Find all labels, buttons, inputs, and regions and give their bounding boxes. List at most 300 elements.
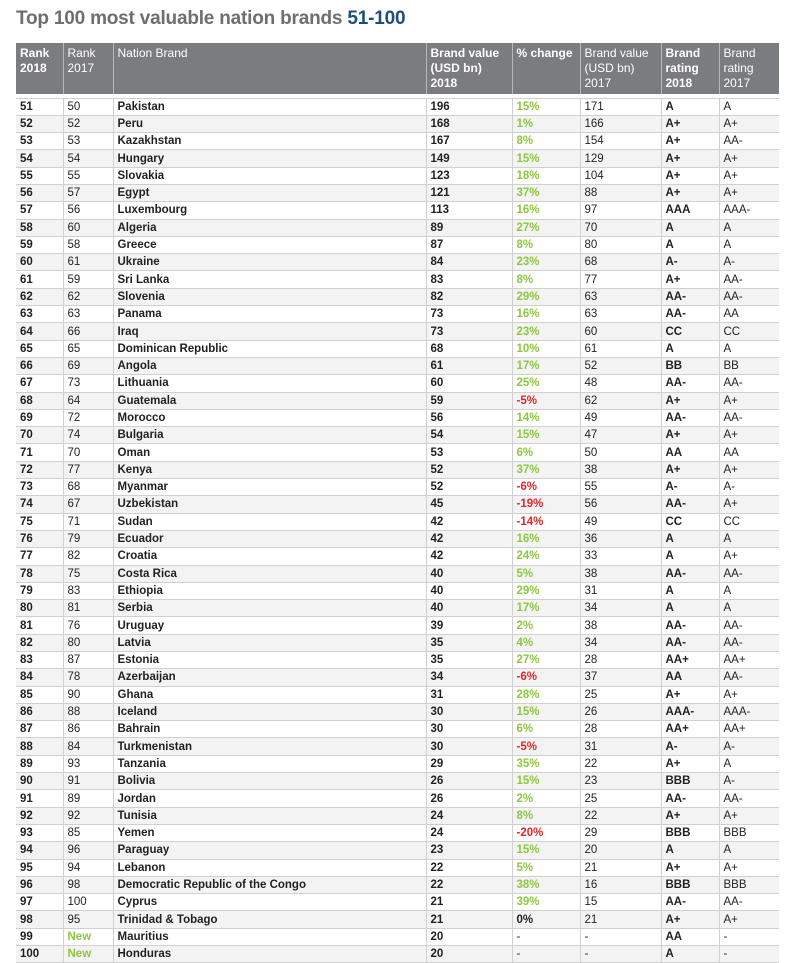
cell-brand-rating-2017: AA- — [719, 565, 779, 582]
cell-nation-brand: Bahrain — [113, 721, 426, 738]
cell-brand-value-2017: 20 — [580, 842, 661, 859]
cell-brand-value-2018: 60 — [426, 375, 512, 392]
cell-rank-2017: 61 — [63, 254, 113, 271]
cell-brand-rating-2017: A+ — [719, 548, 779, 565]
cell-brand-value-2017: 49 — [580, 513, 661, 530]
cell-brand-value-2017: 28 — [580, 652, 661, 669]
cell-brand-rating-2018: AA+ — [661, 721, 719, 738]
cell-percent-change: - — [512, 928, 580, 945]
cell-nation-brand: Ecuador — [113, 530, 426, 547]
table-row — [16, 219, 779, 236]
cell-rank-2017: 91 — [63, 773, 113, 790]
cell-rank-2017: 62 — [63, 288, 113, 305]
cell-brand-rating-2017: A+ — [719, 427, 779, 444]
cell-rank-2018: 83 — [16, 652, 63, 669]
cell-brand-rating-2018: AA- — [661, 565, 719, 582]
cell-nation-brand: Tunisia — [113, 807, 426, 824]
cell-brand-value-2017: 28 — [580, 721, 661, 738]
table-row — [16, 409, 779, 426]
cell-nation-brand: Luxembourg — [113, 202, 426, 219]
cell-percent-change: 0% — [512, 911, 580, 928]
cell-rank-2018: 57 — [16, 202, 63, 219]
cell-nation-brand: Iceland — [113, 703, 426, 720]
cell-rank-2017: New — [63, 946, 113, 963]
cell-brand-value-2017: 25 — [580, 686, 661, 703]
cell-brand-value-2018: 40 — [426, 582, 512, 599]
cell-brand-rating-2018: A — [661, 548, 719, 565]
cell-brand-value-2017: 61 — [580, 340, 661, 357]
cell-rank-2017: 70 — [63, 444, 113, 461]
table-row — [16, 306, 779, 323]
cell-brand-value-2017: 171 — [580, 98, 661, 115]
cell-nation-brand: Bolivia — [113, 773, 426, 790]
cell-rank-2018: 59 — [16, 236, 63, 253]
cell-brand-value-2018: 30 — [426, 703, 512, 720]
cell-brand-rating-2017: A — [719, 340, 779, 357]
cell-percent-change: 37% — [512, 184, 580, 201]
table-row — [16, 530, 779, 547]
cell-brand-value-2018: 73 — [426, 323, 512, 340]
cell-brand-rating-2017: A — [719, 600, 779, 617]
cell-brand-rating-2018: AA- — [661, 409, 719, 426]
cell-percent-change: 15% — [512, 427, 580, 444]
cell-rank-2017: 84 — [63, 738, 113, 755]
cell-brand-rating-2017: AA- — [719, 271, 779, 288]
table-row — [16, 167, 779, 184]
cell-brand-rating-2018: A — [661, 236, 719, 253]
cell-percent-change: 10% — [512, 340, 580, 357]
cell-brand-rating-2018: BB — [661, 357, 719, 374]
table-row — [16, 634, 779, 651]
cell-rank-2017: 94 — [63, 859, 113, 876]
table-row — [16, 617, 779, 634]
cell-nation-brand: Bulgaria — [113, 427, 426, 444]
cell-brand-value-2017: 21 — [580, 859, 661, 876]
cell-brand-value-2018: 22 — [426, 876, 512, 893]
cell-rank-2017: 64 — [63, 392, 113, 409]
cell-brand-rating-2018: A — [661, 600, 719, 617]
cell-percent-change: 2% — [512, 617, 580, 634]
cell-rank-2018: 74 — [16, 496, 63, 513]
table-row — [16, 513, 779, 530]
cell-brand-value-2018: 45 — [426, 496, 512, 513]
cell-brand-value-2017: 34 — [580, 634, 661, 651]
cell-rank-2017: New — [63, 928, 113, 945]
cell-nation-brand: Myanmar — [113, 479, 426, 496]
cell-brand-rating-2017: AA- — [719, 790, 779, 807]
cell-rank-2017: 55 — [63, 167, 113, 184]
cell-brand-rating-2018: A+ — [661, 184, 719, 201]
cell-rank-2017: 86 — [63, 721, 113, 738]
cell-rank-2018: 68 — [16, 392, 63, 409]
cell-brand-rating-2017: A+ — [719, 686, 779, 703]
cell-percent-change: 23% — [512, 323, 580, 340]
cell-percent-change: 16% — [512, 306, 580, 323]
cell-brand-value-2018: 52 — [426, 479, 512, 496]
cell-rank-2018: 75 — [16, 513, 63, 530]
cell-rank-2017: 72 — [63, 409, 113, 426]
cell-nation-brand: Sudan — [113, 513, 426, 530]
cell-brand-value-2018: 31 — [426, 686, 512, 703]
cell-rank-2018: 70 — [16, 427, 63, 444]
cell-brand-rating-2018: A+ — [661, 755, 719, 772]
cell-brand-value-2018: 40 — [426, 600, 512, 617]
cell-rank-2017: 82 — [63, 548, 113, 565]
cell-brand-rating-2018: A- — [661, 254, 719, 271]
cell-percent-change: 38% — [512, 876, 580, 893]
cell-brand-value-2017: 104 — [580, 167, 661, 184]
cell-brand-value-2017: 129 — [580, 150, 661, 167]
table-row — [16, 340, 779, 357]
cell-nation-brand: Greece — [113, 236, 426, 253]
cell-nation-brand: Lithuania — [113, 375, 426, 392]
cell-brand-value-2018: 39 — [426, 617, 512, 634]
cell-rank-2018: 93 — [16, 824, 63, 841]
cell-brand-value-2018: 61 — [426, 357, 512, 374]
cell-brand-value-2017: 34 — [580, 600, 661, 617]
cell-brand-rating-2017: A+ — [719, 461, 779, 478]
table-row — [16, 686, 779, 703]
cell-nation-brand: Iraq — [113, 323, 426, 340]
cell-rank-2018: 62 — [16, 288, 63, 305]
header-brand-value-2018: Brand value (USD bn) 2018 — [426, 43, 512, 94]
cell-brand-value-2018: 40 — [426, 565, 512, 582]
cell-nation-brand: Kenya — [113, 461, 426, 478]
cell-brand-rating-2018: AAA- — [661, 703, 719, 720]
cell-brand-rating-2017: A+ — [719, 115, 779, 132]
cell-brand-rating-2017: A- — [719, 479, 779, 496]
cell-percent-change: 18% — [512, 167, 580, 184]
cell-nation-brand: Dominican Republic — [113, 340, 426, 357]
cell-percent-change: 35% — [512, 755, 580, 772]
cell-rank-2017: 71 — [63, 513, 113, 530]
cell-rank-2018: 99 — [16, 928, 63, 945]
table-row — [16, 115, 779, 132]
cell-rank-2017: 65 — [63, 340, 113, 357]
cell-brand-rating-2017: A- — [719, 738, 779, 755]
cell-rank-2017: 63 — [63, 306, 113, 323]
cell-nation-brand: Azerbaijan — [113, 669, 426, 686]
cell-rank-2017: 87 — [63, 652, 113, 669]
cell-rank-2018: 98 — [16, 911, 63, 928]
cell-nation-brand: Lebanon — [113, 859, 426, 876]
table-row — [16, 133, 779, 150]
cell-brand-rating-2018: AA- — [661, 634, 719, 651]
cell-brand-rating-2017: BBB — [719, 876, 779, 893]
cell-rank-2018: 86 — [16, 703, 63, 720]
cell-nation-brand: Jordan — [113, 790, 426, 807]
cell-rank-2017: 93 — [63, 755, 113, 772]
cell-rank-2017: 52 — [63, 115, 113, 132]
cell-rank-2018: 82 — [16, 634, 63, 651]
cell-brand-rating-2018: AA — [661, 669, 719, 686]
cell-rank-2017: 89 — [63, 790, 113, 807]
cell-nation-brand: Slovakia — [113, 167, 426, 184]
cell-rank-2017: 98 — [63, 876, 113, 893]
cell-rank-2017: 80 — [63, 634, 113, 651]
cell-nation-brand: Pakistan — [113, 98, 426, 115]
table-row — [16, 98, 779, 115]
cell-brand-rating-2018: A+ — [661, 911, 719, 928]
table-row — [16, 824, 779, 841]
cell-rank-2018: 90 — [16, 773, 63, 790]
cell-brand-value-2018: 167 — [426, 133, 512, 150]
cell-brand-rating-2017: A+ — [719, 911, 779, 928]
cell-brand-rating-2018: A — [661, 219, 719, 236]
cell-rank-2018: 94 — [16, 842, 63, 859]
cell-nation-brand: Ethiopia — [113, 582, 426, 599]
cell-brand-value-2017: 48 — [580, 375, 661, 392]
cell-percent-change: 17% — [512, 600, 580, 617]
cell-brand-rating-2018: A- — [661, 479, 719, 496]
cell-rank-2018: 64 — [16, 323, 63, 340]
cell-brand-rating-2017: AA — [719, 306, 779, 323]
cell-brand-rating-2017: AA- — [719, 617, 779, 634]
cell-percent-change: 16% — [512, 530, 580, 547]
cell-rank-2018: 52 — [16, 115, 63, 132]
cell-brand-value-2018: 35 — [426, 652, 512, 669]
cell-brand-rating-2017: A — [719, 582, 779, 599]
table-row — [16, 548, 779, 565]
cell-rank-2017: 57 — [63, 184, 113, 201]
cell-rank-2018: 84 — [16, 669, 63, 686]
cell-percent-change: 24% — [512, 548, 580, 565]
cell-brand-value-2017: 31 — [580, 738, 661, 755]
cell-brand-rating-2017: A — [719, 530, 779, 547]
title-main: Top 100 most valuable nation brands — [16, 8, 348, 29]
cell-rank-2017: 85 — [63, 824, 113, 841]
table-row — [16, 150, 779, 167]
cell-brand-value-2018: 20 — [426, 946, 512, 963]
cell-percent-change: 5% — [512, 565, 580, 582]
cell-brand-value-2017: 15 — [580, 894, 661, 911]
cell-brand-rating-2018: AA- — [661, 375, 719, 392]
cell-nation-brand: Honduras — [113, 946, 426, 963]
cell-rank-2017: 60 — [63, 219, 113, 236]
page-title — [16, 8, 405, 30]
cell-brand-value-2018: 56 — [426, 409, 512, 426]
cell-brand-rating-2017: AA- — [719, 288, 779, 305]
table-row — [16, 669, 779, 686]
table-row — [16, 755, 779, 772]
cell-brand-value-2018: 89 — [426, 219, 512, 236]
table-row — [16, 894, 779, 911]
cell-brand-value-2017: 16 — [580, 876, 661, 893]
cell-percent-change: 2% — [512, 790, 580, 807]
cell-brand-value-2017: 38 — [580, 565, 661, 582]
cell-rank-2017: 59 — [63, 271, 113, 288]
cell-brand-rating-2018: BBB — [661, 824, 719, 841]
cell-nation-brand: Mauritius — [113, 928, 426, 945]
cell-nation-brand: Tanzania — [113, 755, 426, 772]
cell-brand-rating-2018: A+ — [661, 133, 719, 150]
table-row — [16, 202, 779, 219]
cell-nation-brand: Democratic Republic of the Congo — [113, 876, 426, 893]
cell-rank-2018: 61 — [16, 271, 63, 288]
cell-rank-2018: 78 — [16, 565, 63, 582]
cell-percent-change: 15% — [512, 703, 580, 720]
cell-brand-value-2017: 37 — [580, 669, 661, 686]
cell-brand-rating-2018: A- — [661, 738, 719, 755]
table-row — [16, 288, 779, 305]
cell-brand-rating-2018: AA — [661, 444, 719, 461]
table-row — [16, 842, 779, 859]
cell-brand-value-2018: 84 — [426, 254, 512, 271]
header-brand-rating-2018: Brand rating 2018 — [661, 43, 719, 94]
cell-rank-2018: 56 — [16, 184, 63, 201]
cell-brand-value-2017: 50 — [580, 444, 661, 461]
header-brand-value-2017: Brand value (USD bn) 2017 — [580, 43, 661, 94]
cell-nation-brand: Ghana — [113, 686, 426, 703]
cell-brand-value-2017: 33 — [580, 548, 661, 565]
cell-percent-change: -20% — [512, 824, 580, 841]
cell-brand-value-2018: 26 — [426, 773, 512, 790]
cell-brand-value-2018: 24 — [426, 807, 512, 824]
cell-brand-rating-2017: A+ — [719, 392, 779, 409]
cell-nation-brand: Serbia — [113, 600, 426, 617]
table-row — [16, 254, 779, 271]
cell-percent-change: 16% — [512, 202, 580, 219]
cell-nation-brand: Ukraine — [113, 254, 426, 271]
cell-brand-value-2017: 25 — [580, 790, 661, 807]
cell-percent-change: 25% — [512, 375, 580, 392]
cell-brand-value-2018: 168 — [426, 115, 512, 132]
cell-nation-brand: Trinidad & Tobago — [113, 911, 426, 928]
table-row — [16, 444, 779, 461]
cell-brand-rating-2017: A+ — [719, 807, 779, 824]
cell-nation-brand: Costa Rica — [113, 565, 426, 582]
cell-rank-2018: 100 — [16, 946, 63, 963]
cell-brand-rating-2018: A+ — [661, 150, 719, 167]
cell-rank-2018: 79 — [16, 582, 63, 599]
table-row — [16, 911, 779, 928]
cell-rank-2018: 80 — [16, 600, 63, 617]
cell-percent-change: 39% — [512, 894, 580, 911]
cell-brand-value-2017: 88 — [580, 184, 661, 201]
cell-rank-2018: 66 — [16, 357, 63, 374]
cell-brand-rating-2017: A+ — [719, 184, 779, 201]
cell-brand-rating-2018: A+ — [661, 167, 719, 184]
table-row — [16, 738, 779, 755]
cell-rank-2017: 53 — [63, 133, 113, 150]
cell-nation-brand: Cyprus — [113, 894, 426, 911]
cell-rank-2017: 95 — [63, 911, 113, 928]
cell-percent-change: 29% — [512, 582, 580, 599]
cell-brand-rating-2018: BBB — [661, 773, 719, 790]
cell-rank-2018: 71 — [16, 444, 63, 461]
cell-rank-2017: 67 — [63, 496, 113, 513]
cell-brand-value-2018: 42 — [426, 513, 512, 530]
cell-brand-value-2017: 23 — [580, 773, 661, 790]
cell-rank-2018: 76 — [16, 530, 63, 547]
cell-rank-2017: 56 — [63, 202, 113, 219]
cell-percent-change: 1% — [512, 115, 580, 132]
table-row — [16, 375, 779, 392]
cell-brand-value-2018: 26 — [426, 790, 512, 807]
cell-rank-2018: 54 — [16, 150, 63, 167]
cell-brand-rating-2017: A+ — [719, 167, 779, 184]
cell-rank-2018: 72 — [16, 461, 63, 478]
cell-rank-2018: 96 — [16, 876, 63, 893]
table-row — [16, 565, 779, 582]
cell-percent-change: 23% — [512, 254, 580, 271]
header-nation-brand: Nation Brand — [113, 43, 426, 94]
table-row — [16, 928, 779, 945]
cell-brand-rating-2018: CC — [661, 513, 719, 530]
table-row — [16, 184, 779, 201]
cell-brand-value-2017: 56 — [580, 496, 661, 513]
cell-rank-2017: 66 — [63, 323, 113, 340]
cell-brand-rating-2017: A — [719, 98, 779, 115]
cell-brand-rating-2018: AAA — [661, 202, 719, 219]
cell-brand-rating-2017: A — [719, 842, 779, 859]
cell-brand-value-2017: - — [580, 946, 661, 963]
table-row — [16, 392, 779, 409]
cell-rank-2018: 85 — [16, 686, 63, 703]
cell-brand-value-2017: 62 — [580, 392, 661, 409]
cell-brand-value-2018: 20 — [426, 928, 512, 945]
cell-brand-rating-2017: AA- — [719, 634, 779, 651]
cell-brand-rating-2017: AA- — [719, 375, 779, 392]
cell-brand-value-2017: 49 — [580, 409, 661, 426]
cell-nation-brand: Algeria — [113, 219, 426, 236]
cell-percent-change: 28% — [512, 686, 580, 703]
cell-brand-value-2017: - — [580, 928, 661, 945]
cell-percent-change: 15% — [512, 98, 580, 115]
table-row — [16, 652, 779, 669]
cell-rank-2018: 77 — [16, 548, 63, 565]
cell-brand-rating-2017: A- — [719, 773, 779, 790]
cell-brand-value-2018: 35 — [426, 634, 512, 651]
cell-brand-rating-2018: A — [661, 340, 719, 357]
header-rank-2018: Rank 2018 — [16, 43, 63, 94]
cell-rank-2017: 50 — [63, 98, 113, 115]
table-row — [16, 946, 779, 963]
cell-brand-rating-2017: A+ — [719, 150, 779, 167]
table-row — [16, 323, 779, 340]
cell-brand-rating-2017: AAA- — [719, 703, 779, 720]
cell-brand-value-2018: 30 — [426, 738, 512, 755]
cell-nation-brand: Kazakhstan — [113, 133, 426, 150]
cell-brand-rating-2018: AA- — [661, 496, 719, 513]
table-row — [16, 479, 779, 496]
cell-brand-rating-2017: A — [719, 755, 779, 772]
cell-nation-brand: Morocco — [113, 409, 426, 426]
cell-brand-rating-2018: AA- — [661, 306, 719, 323]
cell-brand-value-2018: 113 — [426, 202, 512, 219]
cell-nation-brand: Yemen — [113, 824, 426, 841]
cell-rank-2017: 81 — [63, 600, 113, 617]
cell-brand-rating-2018: A+ — [661, 271, 719, 288]
cell-brand-rating-2018: A — [661, 842, 719, 859]
cell-percent-change: -5% — [512, 392, 580, 409]
table-row — [16, 271, 779, 288]
cell-percent-change: 6% — [512, 444, 580, 461]
cell-brand-value-2017: 77 — [580, 271, 661, 288]
cell-brand-rating-2018: A — [661, 530, 719, 547]
cell-brand-value-2018: 68 — [426, 340, 512, 357]
cell-nation-brand: Sri Lanka — [113, 271, 426, 288]
cell-rank-2017: 88 — [63, 703, 113, 720]
cell-nation-brand: Paraguay — [113, 842, 426, 859]
cell-brand-rating-2018: AA- — [661, 790, 719, 807]
cell-brand-rating-2017: AA- — [719, 894, 779, 911]
cell-nation-brand: Estonia — [113, 652, 426, 669]
cell-brand-value-2017: 60 — [580, 323, 661, 340]
cell-rank-2017: 73 — [63, 375, 113, 392]
cell-rank-2018: 87 — [16, 721, 63, 738]
cell-brand-value-2017: 97 — [580, 202, 661, 219]
